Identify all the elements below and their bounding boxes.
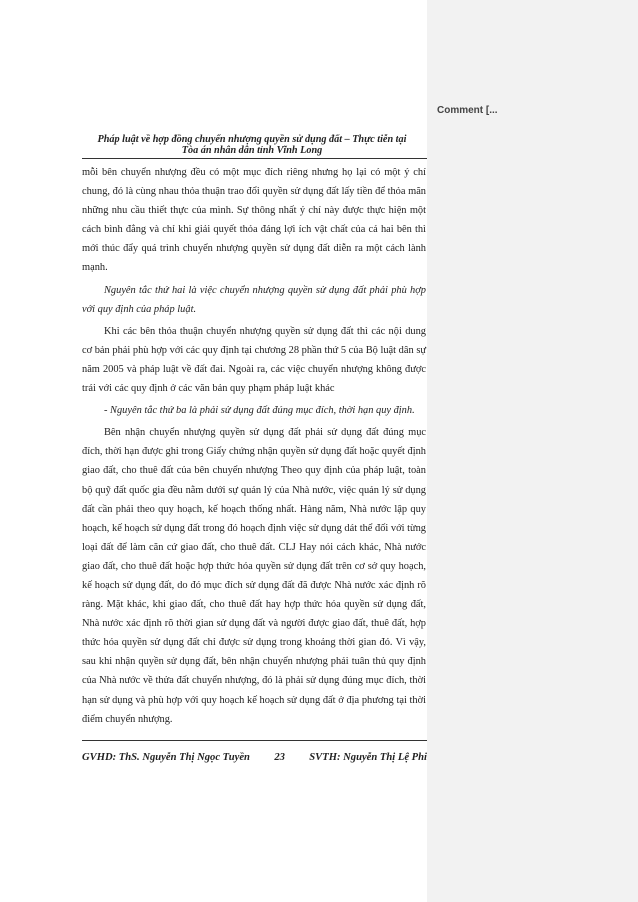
footer-advisor: GVHD: ThS. Nguyễn Thị Ngọc Tuyền [82,752,250,763]
comment-label[interactable]: Comment [... [437,105,498,116]
page-header [82,134,422,156]
header-line-2: Tòa án nhân dân tỉnh Vĩnh Long [181,145,323,156]
page-footer [82,752,427,763]
comment-pane [427,0,638,902]
footer-student: SVTH: Nguyễn Thị Lệ Phi [309,752,427,763]
header-line-1: Pháp luật về hợp đồng chuyển nhượng quyền sử dụng đất – Thực tiễn tại [97,134,407,145]
page-body [82,163,426,732]
paragraph-3: Khi các bên thỏa thuận chuyển nhượng quyền sử dụng đất thì các nội dung cơ bản phải phù hợp với các quy định tại chương 28 phần thứ 5 của Bộ luật dân sự năm 2005 và pháp luật về đất đai. Ngoài ra, các việc chuyển nhượng không được trái với các quy định ở các văn bản quy phạm pháp luật khác [82,325,426,395]
paragraph-5: Bên nhận chuyển nhượng quyền sử dụng đất phải sử dụng đất đúng mục đích, thời hạn được ghi trong Giấy chứng nhận quyền sử dụng đất hoặc quyết định giao đất, cho thuê đất của bên chuyển nhượng Theo quy định của pháp luật, toàn bộ quỹ đất quốc gia đều nằm dưới sự quản lý của Nhà nước, việc quản lý sử dụng đất cần phải theo quy hoạch, kế hoạch thống nhất. Hàng năm, Nhà nước lập quy hoạch, kế hoạch sử dụng đất trong đó hoạch định việc sử dụng dát thể đối với từng loại đất để làm căn cứ giao đất, cho thuê đất. CLJ Hay nói cách khác, Nhà nước giao đất, cho thuê đất hoặc hợp thức hóa quyền sử dụng đất trên cơ sở quy hoạch, kế hoạch sử dụng đất, do đó mục đích sử dụng đất đã được Nhà nước xác định rõ ràng. Mặt khác, khi giao đất, cho thuê đất hay hợp thức hóa quyền sử dụng đất, Nhà nước xác định rõ thời gian sử dụng đất và người được giao đất, thuê đất, hợp thức hóa quyền sử dụng đất chỉ được sử dụng trong khoảng thời gian đó. Vì vậy, sau khi nhận quyền sử dụng đất, bên nhận chuyển nhượng phải tuân thủ quy định của Nhà nước về thửa đất chuyển nhượng, đó là phải sử dụng đúng mục đích, thời hạn sử dụng và phù hợp với quy hoạch kế hoạch sử dụng đất ở địa phương tại thời điểm chuyển nhượng. [82,427,426,725]
paragraph-4-principle: - Nguyên tắc thứ ba là phải sử dụng đất đúng mục đích, thời hạn quy định. [104,405,415,417]
page-number: 23 [274,752,285,763]
footer-rule [82,740,427,741]
paragraph-2-principle: Nguyên tắc thứ hai là việc chuyển nhượng quyền sử dụng đất phải phù hợp với quy định của pháp luật. [82,284,426,315]
header-rule [82,158,427,159]
paragraph-1: mỗi bên chuyển nhượng đều có một mục đích riêng nhưng họ lại có một ý chí chung, đó là cùng nhau thỏa thuận trao đổi quyền sử dụng đất lấy tiền để thỏa mãn những nhu cầu thiết thực của mình. Sự thông nhất ý chí này được thực hiện một cách bình đẳng và chỉ khi giải quyết thỏa đáng lợi ích vật chất của cả hai bên thì mới thúc đẩy quá trình chuyển nhượng quyền sử dụng đất diễn ra một cách lành mạnh. [82,167,426,274]
